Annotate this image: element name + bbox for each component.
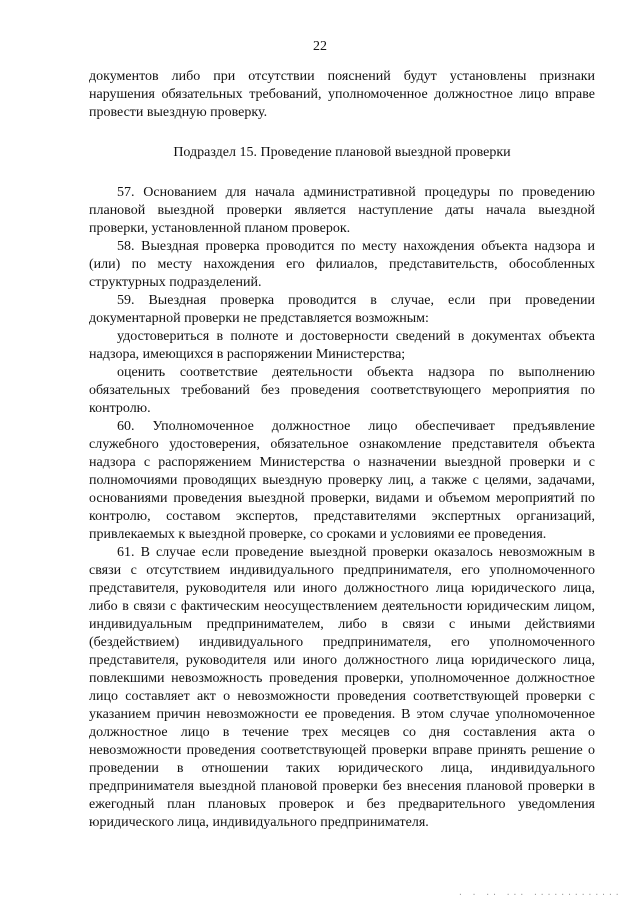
paragraph-58: 58. Выездная проверка проводится по месту нахождения объекта надзора и (или) по месту нахождения его филиалов, представительств, обособленных структурных подразделений. — [89, 239, 595, 290]
paragraph-57: 57. Основанием для начала административной процедуры по проведению плановой выездной проверки является наступление даты начала выездной проверки, установленной планом проверок. — [89, 185, 595, 236]
scan-artifact-mark: · · ·· ··· ············· — [458, 890, 622, 899]
paragraph-continuation: документов либо при отсутствии пояснений будут установлены признаки нарушения обязательных требований, уполномоченное должностное лицо вправе провести выездную проверку. — [89, 69, 595, 120]
subsection-heading: Подраздел 15. Проведение плановой выездной проверки — [173, 145, 511, 160]
paragraph-59-item-2: оценить соответствие деятельности объекта надзора по выполнению обязательных требований без проведения соответствующего мероприятия по контролю. — [89, 365, 595, 416]
page-number: 22 — [313, 39, 327, 54]
paragraph-60: 60. Уполномоченное должностное лицо обеспечивает предъявление служебного удостоверения, обязательное ознакомление представителя объекта надзора с распоряжением Министерства о назначении выездной проверки и с полномочиями проводящих выездную проверку лиц, а также с целями, задачами, основаниями проведения выездной проверки, видами и объемом мероприятий по контролю, составом экспертов, представителями экспертных организаций, привлекаемых к выездной проверке, со сроками и условиями ее проведения. — [89, 419, 595, 542]
paragraph-59: 59. Выездная проверка проводится в случае, если при проведении документарной проверки не представляется возможным: — [89, 293, 595, 326]
paragraph-59-item-1: удостовериться в полноте и достоверности сведений в документах объекта надзора, имеющихся в распоряжении Министерства; — [89, 329, 595, 362]
document-body — [89, 68, 595, 832]
paragraph-61: 61. В случае если проведение выездной проверки оказалось невозможным в связи с отсутствием индивидуального предпринимателя, его уполномоченного представителя, руководителя или иного должностного лица юридического лица, либо в связи с фактическим неосуществлением деятельности юридическим лицом, индивидуальным предпринимателем, либо в связи с иными действиями (бездействием) индивидуального предпринимателя, его уполномоченного представителя, руководителя или иного должностного лица юридического лица, повлекшими невозможность проведения проверки, уполномоченное должностное лицо составляет акт о невозможности проведения соответствующей проверки с указанием причин невозможности ее проведения. В этом случае уполномоченное должностное лицо в течение трех месяцев со дня составления акта о невозможности проведения соответствующей проверки вправе принять решение о проведении в отношении таких юридического лица, индивидуального предпринимателя выездной плановой проверки без внесения плановой проверки в ежегодный план плановых проверок и без предварительного уведомления юридического лица, индивидуального предпринимателя. — [89, 545, 595, 830]
